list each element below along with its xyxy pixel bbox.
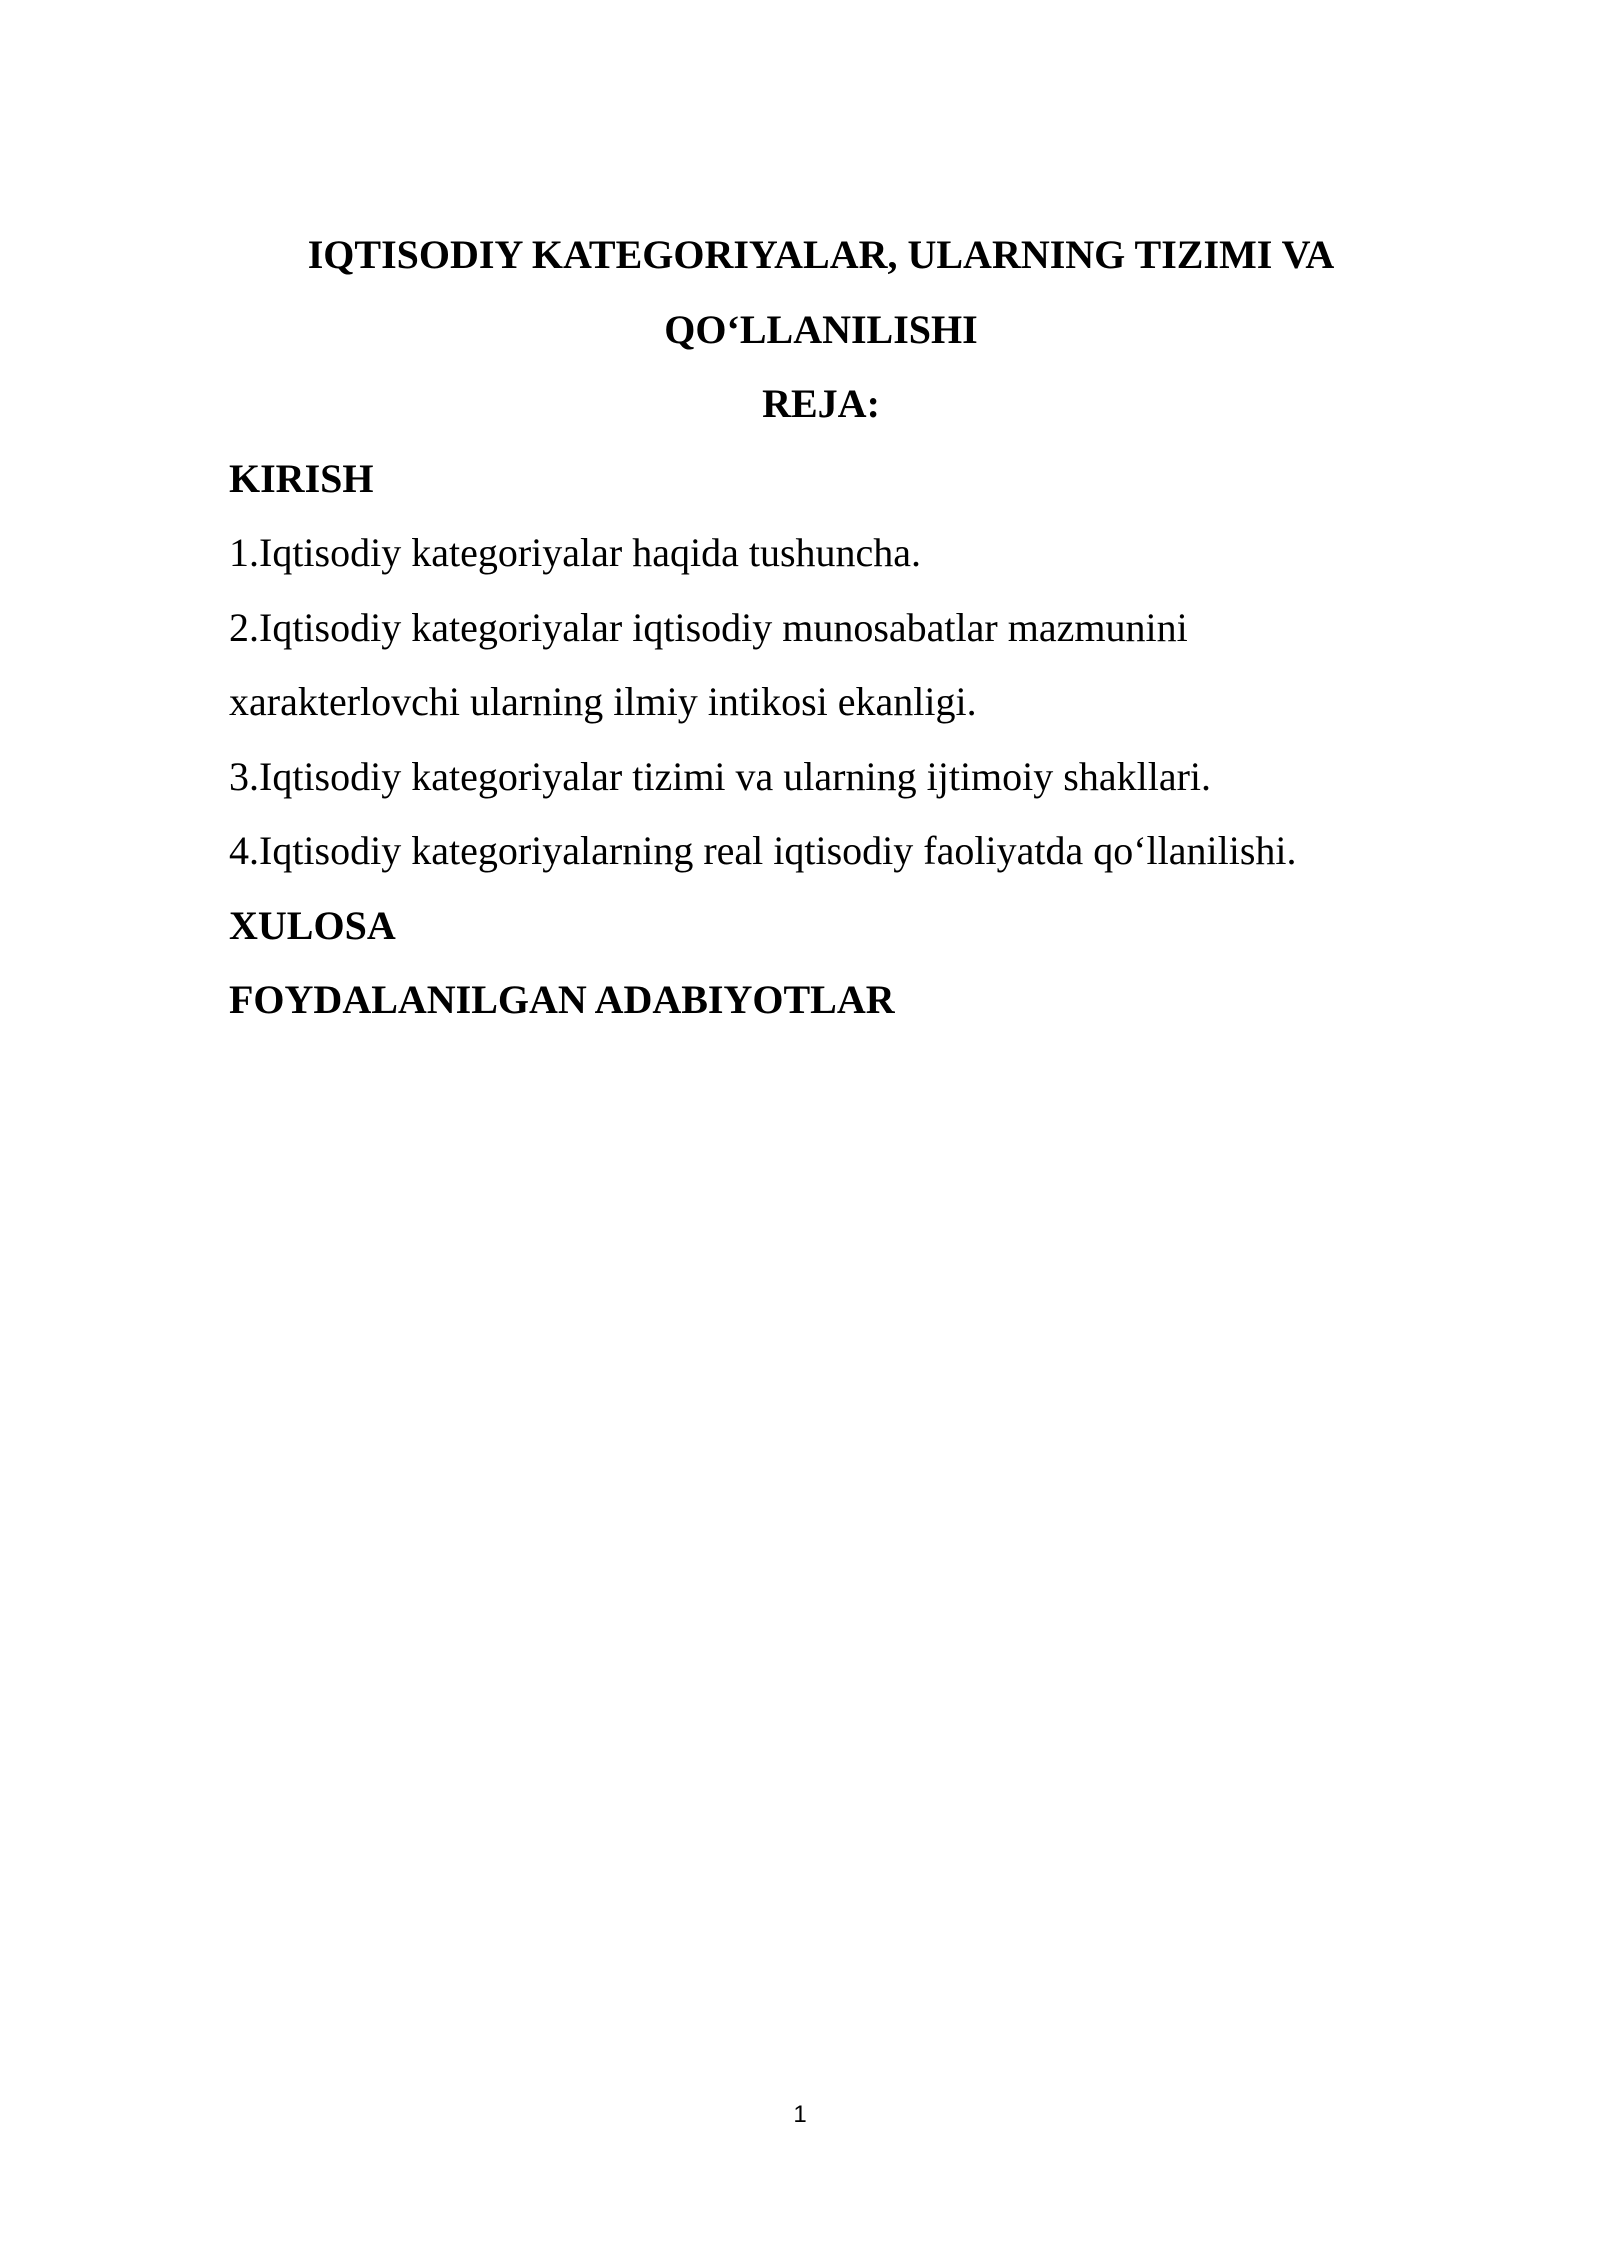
plan-heading: REJA:	[762, 381, 880, 426]
plan-item-2-line-2: xarakterlovchi ularning ilmiy intikosi ekanligi.	[229, 679, 977, 724]
document-content	[229, 218, 1413, 1038]
document-title-line-1: IQTISODIY KATEGORIYALAR, ULARNING TIZIMI VA	[307, 232, 1335, 277]
conclusion-heading: XULOSA	[229, 902, 396, 948]
references-heading: FOYDALANILGAN ADABIYOTLAR	[229, 977, 895, 1022]
plan-item-2-line-1: 2.Iqtisodiy kategoriyalar iqtisodiy munosabatlar mazmunini	[229, 604, 1188, 650]
intro-heading: KIRISH	[229, 455, 374, 501]
document-title-line-2: QO‘LLANILISHI	[664, 306, 978, 352]
plan-item-3: 3.Iqtisodiy kategoriyalar tizimi va ularning ijtimoiy shakllari.	[229, 753, 1212, 799]
page-number: 1	[793, 2101, 807, 2128]
plan-item-4: 4.Iqtisodiy kategoriyalarning real iqtisodiy faoliyatda qo‘llanilishi.	[229, 828, 1297, 873]
plan-item-1: 1.Iqtisodiy kategoriyalar haqida tushuncha.	[229, 530, 922, 575]
